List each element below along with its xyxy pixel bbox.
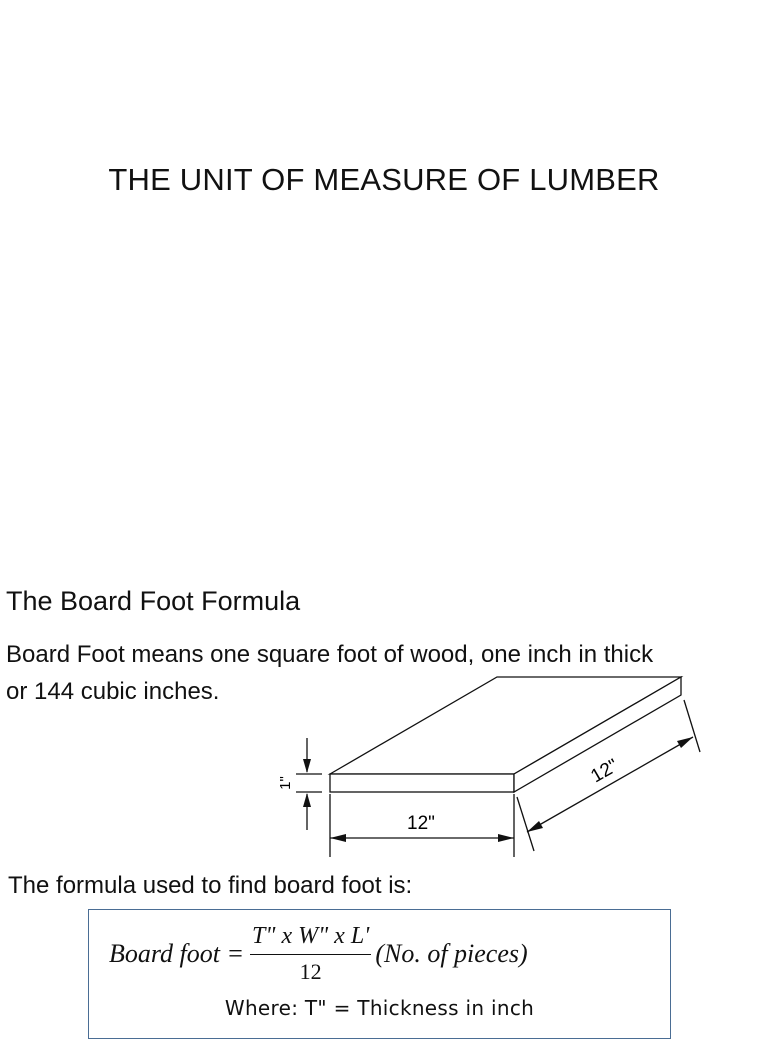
length-ext-back — [684, 700, 700, 752]
formula-box — [88, 909, 671, 1039]
definition-line-1: Board Foot means one square foot of wood, one inch in thick — [6, 641, 654, 668]
length-arrow-front — [527, 821, 543, 832]
length-ext-front — [517, 797, 534, 851]
width-label: 12" — [407, 813, 435, 834]
width-arrow-right — [498, 834, 514, 842]
formula-numerator: T" x W" x L' — [250, 923, 371, 955]
board-foot-diagram — [0, 660, 768, 860]
thickness-arrowhead-bottom — [303, 793, 311, 807]
formula-lhs: Board foot = — [109, 939, 245, 968]
length-arrow-back — [677, 737, 693, 748]
formula-denominator: 12 — [299, 959, 322, 984]
board-front-face — [330, 774, 514, 792]
definition-line-2: or 144 cubic inches. — [6, 678, 220, 705]
thickness-label: 1" — [277, 776, 294, 790]
slide-title: THE UNIT OF MEASURE OF LUMBER — [108, 162, 660, 197]
section-heading: The Board Foot Formula — [6, 586, 301, 616]
width-arrow-left — [330, 834, 346, 842]
thickness-arrowhead-top — [303, 759, 311, 773]
formula-multiplier: (No. of pieces) — [375, 939, 528, 968]
formula-where-line: Where: T" = Thickness in inch — [224, 996, 535, 1020]
length-label: 12" — [587, 755, 623, 788]
formula-fraction — [250, 923, 371, 985]
formula-intro: The formula used to find board foot is: — [8, 872, 413, 899]
board-foot-formula — [109, 918, 528, 990]
